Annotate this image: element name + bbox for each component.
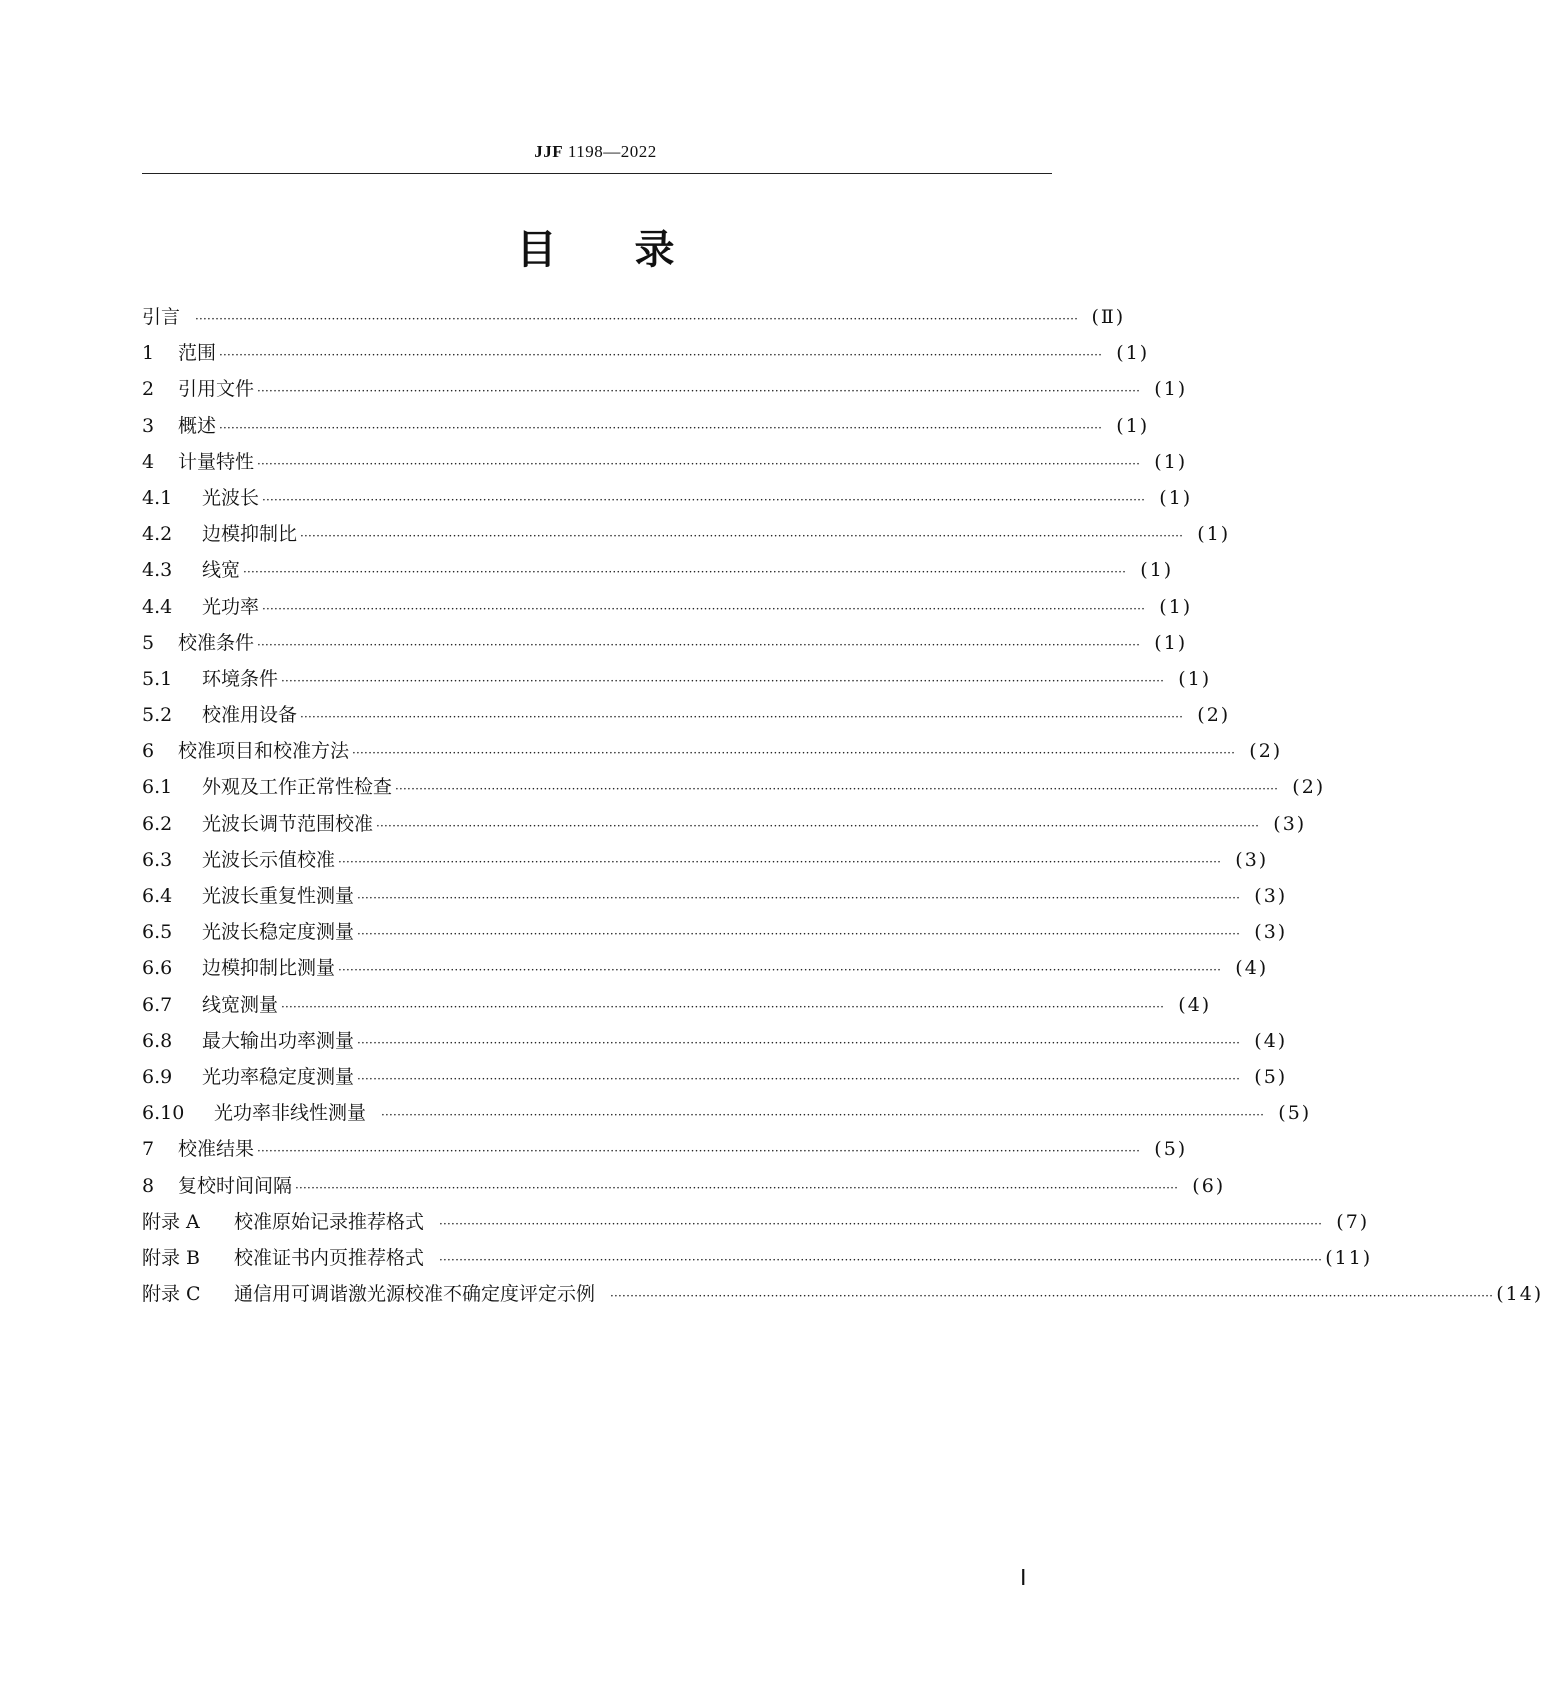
toc-entry[interactable] <box>142 1279 1543 1315</box>
toc-dot-leader: ···························································································································································································································· <box>439 1252 1323 1267</box>
toc-entry[interactable] <box>142 483 1193 519</box>
toc-dot-leader: ···························································································································································································································· <box>257 637 1141 652</box>
toc-entry-page: (3) <box>1235 848 1269 871</box>
toc-dot-leader: ···························································································································································································································· <box>300 529 1184 544</box>
toc-entry-title: 校准项目和校准方法 <box>178 740 350 763</box>
toc-entry[interactable] <box>142 990 1212 1026</box>
toc-dot-leader: ···························································································································································································································· <box>338 963 1222 978</box>
toc-entry-number: 4.1 <box>142 486 173 509</box>
toc-entry-page: (7) <box>1336 1210 1370 1233</box>
toc-entry-number: 6.10 <box>142 1102 185 1125</box>
toc-dot-leader: ···························································································································································································································· <box>262 601 1146 616</box>
toc-entry[interactable] <box>142 953 1269 989</box>
toc-entry-page: (4) <box>1178 993 1212 1016</box>
page-title <box>0 218 1191 275</box>
toc-dot-leader: ···························································································································································································································· <box>219 420 1103 435</box>
toc-entry-page: (1) <box>1197 523 1231 546</box>
toc-entry-page: (3) <box>1254 921 1288 944</box>
toc-entry-page: (1) <box>1159 595 1193 618</box>
toc-entry-title: 光波长 <box>202 486 260 509</box>
toc-dot-leader: ···························································································································································································································· <box>300 710 1184 725</box>
toc-entry-number: 6.9 <box>142 1065 173 1088</box>
toc-entry-number: 6 <box>142 740 155 763</box>
toc-entry-number: 附录 C <box>142 1283 201 1306</box>
toc-entry[interactable] <box>142 374 1188 410</box>
toc-dot-leader: ···························································································································································································································· <box>357 1071 1241 1086</box>
toc-entry-number: 6.8 <box>142 1029 173 1052</box>
standard-code: 1198—2022 <box>567 142 657 161</box>
toc-entry[interactable] <box>142 519 1231 555</box>
toc-entry[interactable] <box>142 447 1188 483</box>
toc-entry-title: 引言 <box>142 306 181 328</box>
toc-entry-title: 校准结果 <box>178 1138 255 1161</box>
toc-entry-title: 外观及工作正常性检查 <box>202 776 393 799</box>
toc-entry-page: (1) <box>1159 486 1193 509</box>
toc-entry-number: 附录 A <box>142 1210 200 1233</box>
toc-entry-number: 6.4 <box>142 885 173 907</box>
title-char-2: 录 <box>634 227 675 273</box>
toc-entry-page: (1) <box>1154 631 1188 654</box>
toc-entry-number: 3 <box>142 414 155 437</box>
toc-entry-number: 6.6 <box>142 957 173 980</box>
toc-entry-number: 8 <box>142 1174 155 1197</box>
toc-dot-leader: ···························································································································································································································· <box>395 782 1279 797</box>
toc-dot-leader: ···························································································································································································································· <box>281 673 1165 688</box>
toc-dot-leader: ···························································································································································································································· <box>243 565 1127 580</box>
toc-entry-number: 6.3 <box>142 848 173 871</box>
toc-entry-page: (2) <box>1292 776 1326 799</box>
toc-entry-number: 6.5 <box>142 921 173 944</box>
page-number: Ⅰ <box>1020 1565 1027 1590</box>
toc-entry[interactable] <box>142 1062 1288 1098</box>
toc-entry-number: 4.2 <box>142 523 173 546</box>
toc-entry-number: 5.2 <box>142 704 173 727</box>
toc-entry-page: (1) <box>1154 450 1188 473</box>
toc-dot-leader: ···························································································································································································································· <box>357 1035 1241 1050</box>
toc-entry-title: 光波长调节范围校准 <box>202 812 374 835</box>
toc-dot-leader: ···························································································································································································································· <box>262 492 1146 507</box>
toc-entry-number: 5.1 <box>142 667 173 690</box>
toc-entry-page: (1) <box>1178 667 1212 690</box>
toc-entry-title: 校准用设备 <box>202 704 298 727</box>
toc-entry-number: 6.7 <box>142 993 173 1016</box>
toc-entry-number: 2 <box>142 378 155 401</box>
toc-entry-title: 概述 <box>178 414 217 437</box>
toc-entry-page: (1) <box>1116 342 1150 365</box>
toc-entry-page: (5) <box>1278 1102 1312 1125</box>
toc-entry-page: (1) <box>1140 559 1174 582</box>
title-char-1: 目 <box>516 227 557 273</box>
toc-entry[interactable] <box>142 1243 1373 1279</box>
toc-dot-leader: ···························································································································································································································· <box>352 746 1236 761</box>
toc-entry-title: 光波长重复性测量 <box>202 885 355 907</box>
toc-entry-page: (Ⅱ) <box>1091 306 1126 328</box>
toc-entry-title: 光波长示值校准 <box>202 848 336 871</box>
toc-entry-page: (5) <box>1254 1065 1288 1088</box>
toc-entry-page: (6) <box>1192 1174 1226 1197</box>
toc-entry-number: 4 <box>142 450 155 473</box>
toc-entry-number: 5 <box>142 631 155 654</box>
toc-entry[interactable] <box>142 809 1307 845</box>
toc-entry-title: 线宽测量 <box>202 993 279 1016</box>
toc-entry-page: (4) <box>1254 1029 1288 1052</box>
toc-entry[interactable] <box>142 700 1231 736</box>
toc-entry-title: 范围 <box>178 342 217 365</box>
toc-entry-title: 校准证书内页推荐格式 <box>234 1246 425 1269</box>
toc-entry-title: 光功率稳定度测量 <box>202 1065 355 1088</box>
toc-entry-title: 线宽 <box>202 559 241 582</box>
toc-entry-page: (1) <box>1154 378 1188 401</box>
toc-entry-title: 光波长稳定度测量 <box>202 921 355 944</box>
toc-entry[interactable] <box>142 411 1150 447</box>
toc-entry-title: 引用文件 <box>178 378 255 401</box>
toc-dot-leader: ···························································································································································································································· <box>257 1144 1141 1159</box>
toc-entry[interactable] <box>142 1098 1312 1134</box>
toc-entry-number: 附录 B <box>142 1246 201 1269</box>
toc-entry[interactable] <box>142 664 1212 700</box>
toc-entry-title: 复校时间间隔 <box>178 1174 293 1197</box>
toc-entry-title: 通信用可调谐激光源校准不确定度评定示例 <box>234 1283 596 1306</box>
toc-entry-title: 环境条件 <box>202 667 279 690</box>
toc-dot-leader: ···························································································································································································································· <box>219 348 1103 363</box>
toc-entry-title: 校准条件 <box>178 631 255 654</box>
toc-dot-leader: ···························································································································································································································· <box>338 854 1222 869</box>
toc-entry-page: (14) <box>1496 1283 1543 1306</box>
toc-entry-page: (11) <box>1325 1246 1373 1269</box>
toc-entry-page: (2) <box>1197 704 1231 727</box>
toc-entry-title: 光功率非线性测量 <box>214 1102 367 1125</box>
toc-entry[interactable] <box>142 917 1288 953</box>
toc-entry-number: 4.4 <box>142 595 173 618</box>
toc-entry-number: 6.1 <box>142 776 173 799</box>
toc-entry[interactable] <box>142 1207 1370 1243</box>
toc-entry-number: 6.2 <box>142 812 173 835</box>
toc-entry[interactable] <box>142 772 1326 808</box>
toc-dot-leader: ···························································································································································································································· <box>357 927 1241 942</box>
toc-dot-leader: ···························································································································································································································· <box>257 384 1141 399</box>
toc-entry[interactable] <box>142 1134 1188 1170</box>
toc-entry-title: 最大输出功率测量 <box>202 1029 355 1052</box>
toc-entry[interactable] <box>142 845 1269 881</box>
toc-entry[interactable] <box>142 592 1193 628</box>
header-rule <box>142 173 1052 174</box>
toc-dot-leader: ···························································································································································································································· <box>439 1216 1323 1231</box>
standard-prefix: JJF <box>534 142 564 161</box>
toc-entry-title: 校准原始记录推荐格式 <box>234 1210 425 1233</box>
toc-entry[interactable] <box>142 302 1126 338</box>
table-of-contents <box>142 302 1543 1315</box>
toc-entry[interactable] <box>142 555 1174 591</box>
toc-dot-leader: ···························································································································································································································· <box>281 999 1165 1014</box>
toc-entry[interactable] <box>142 1026 1288 1062</box>
toc-entry[interactable] <box>142 1171 1226 1207</box>
toc-dot-leader: ···························································································································································································································· <box>195 312 1079 326</box>
toc-dot-leader: ···························································································································································································································· <box>357 891 1241 905</box>
toc-dot-leader: ···························································································································································································································· <box>257 456 1141 471</box>
toc-entry-title: 计量特性 <box>178 450 255 473</box>
toc-dot-leader: ···························································································································································································································· <box>295 1180 1179 1195</box>
toc-entry-page: (3) <box>1254 885 1288 907</box>
toc-entry-page: (3) <box>1273 812 1307 835</box>
toc-dot-leader: ···························································································································································································································· <box>610 1289 1494 1304</box>
toc-dot-leader: ···························································································································································································································· <box>376 818 1260 833</box>
toc-entry-number: 4.3 <box>142 559 173 582</box>
toc-entry[interactable] <box>142 338 1150 374</box>
toc-entry[interactable] <box>142 881 1288 917</box>
toc-entry-title: 边模抑制比测量 <box>202 957 336 980</box>
toc-entry[interactable] <box>142 736 1283 772</box>
toc-entry[interactable] <box>142 628 1188 664</box>
toc-entry-page: (4) <box>1235 957 1269 980</box>
toc-entry-page: (5) <box>1154 1138 1188 1161</box>
document-code-header <box>0 142 1191 162</box>
toc-entry-number: 7 <box>142 1138 155 1161</box>
toc-entry-title: 边模抑制比 <box>202 523 298 546</box>
toc-dot-leader: ···························································································································································································································· <box>381 1108 1265 1123</box>
toc-entry-number: 1 <box>142 342 155 365</box>
toc-entry-page: (2) <box>1249 740 1283 763</box>
toc-entry-title: 光功率 <box>202 595 260 618</box>
toc-entry-page: (1) <box>1116 414 1150 437</box>
